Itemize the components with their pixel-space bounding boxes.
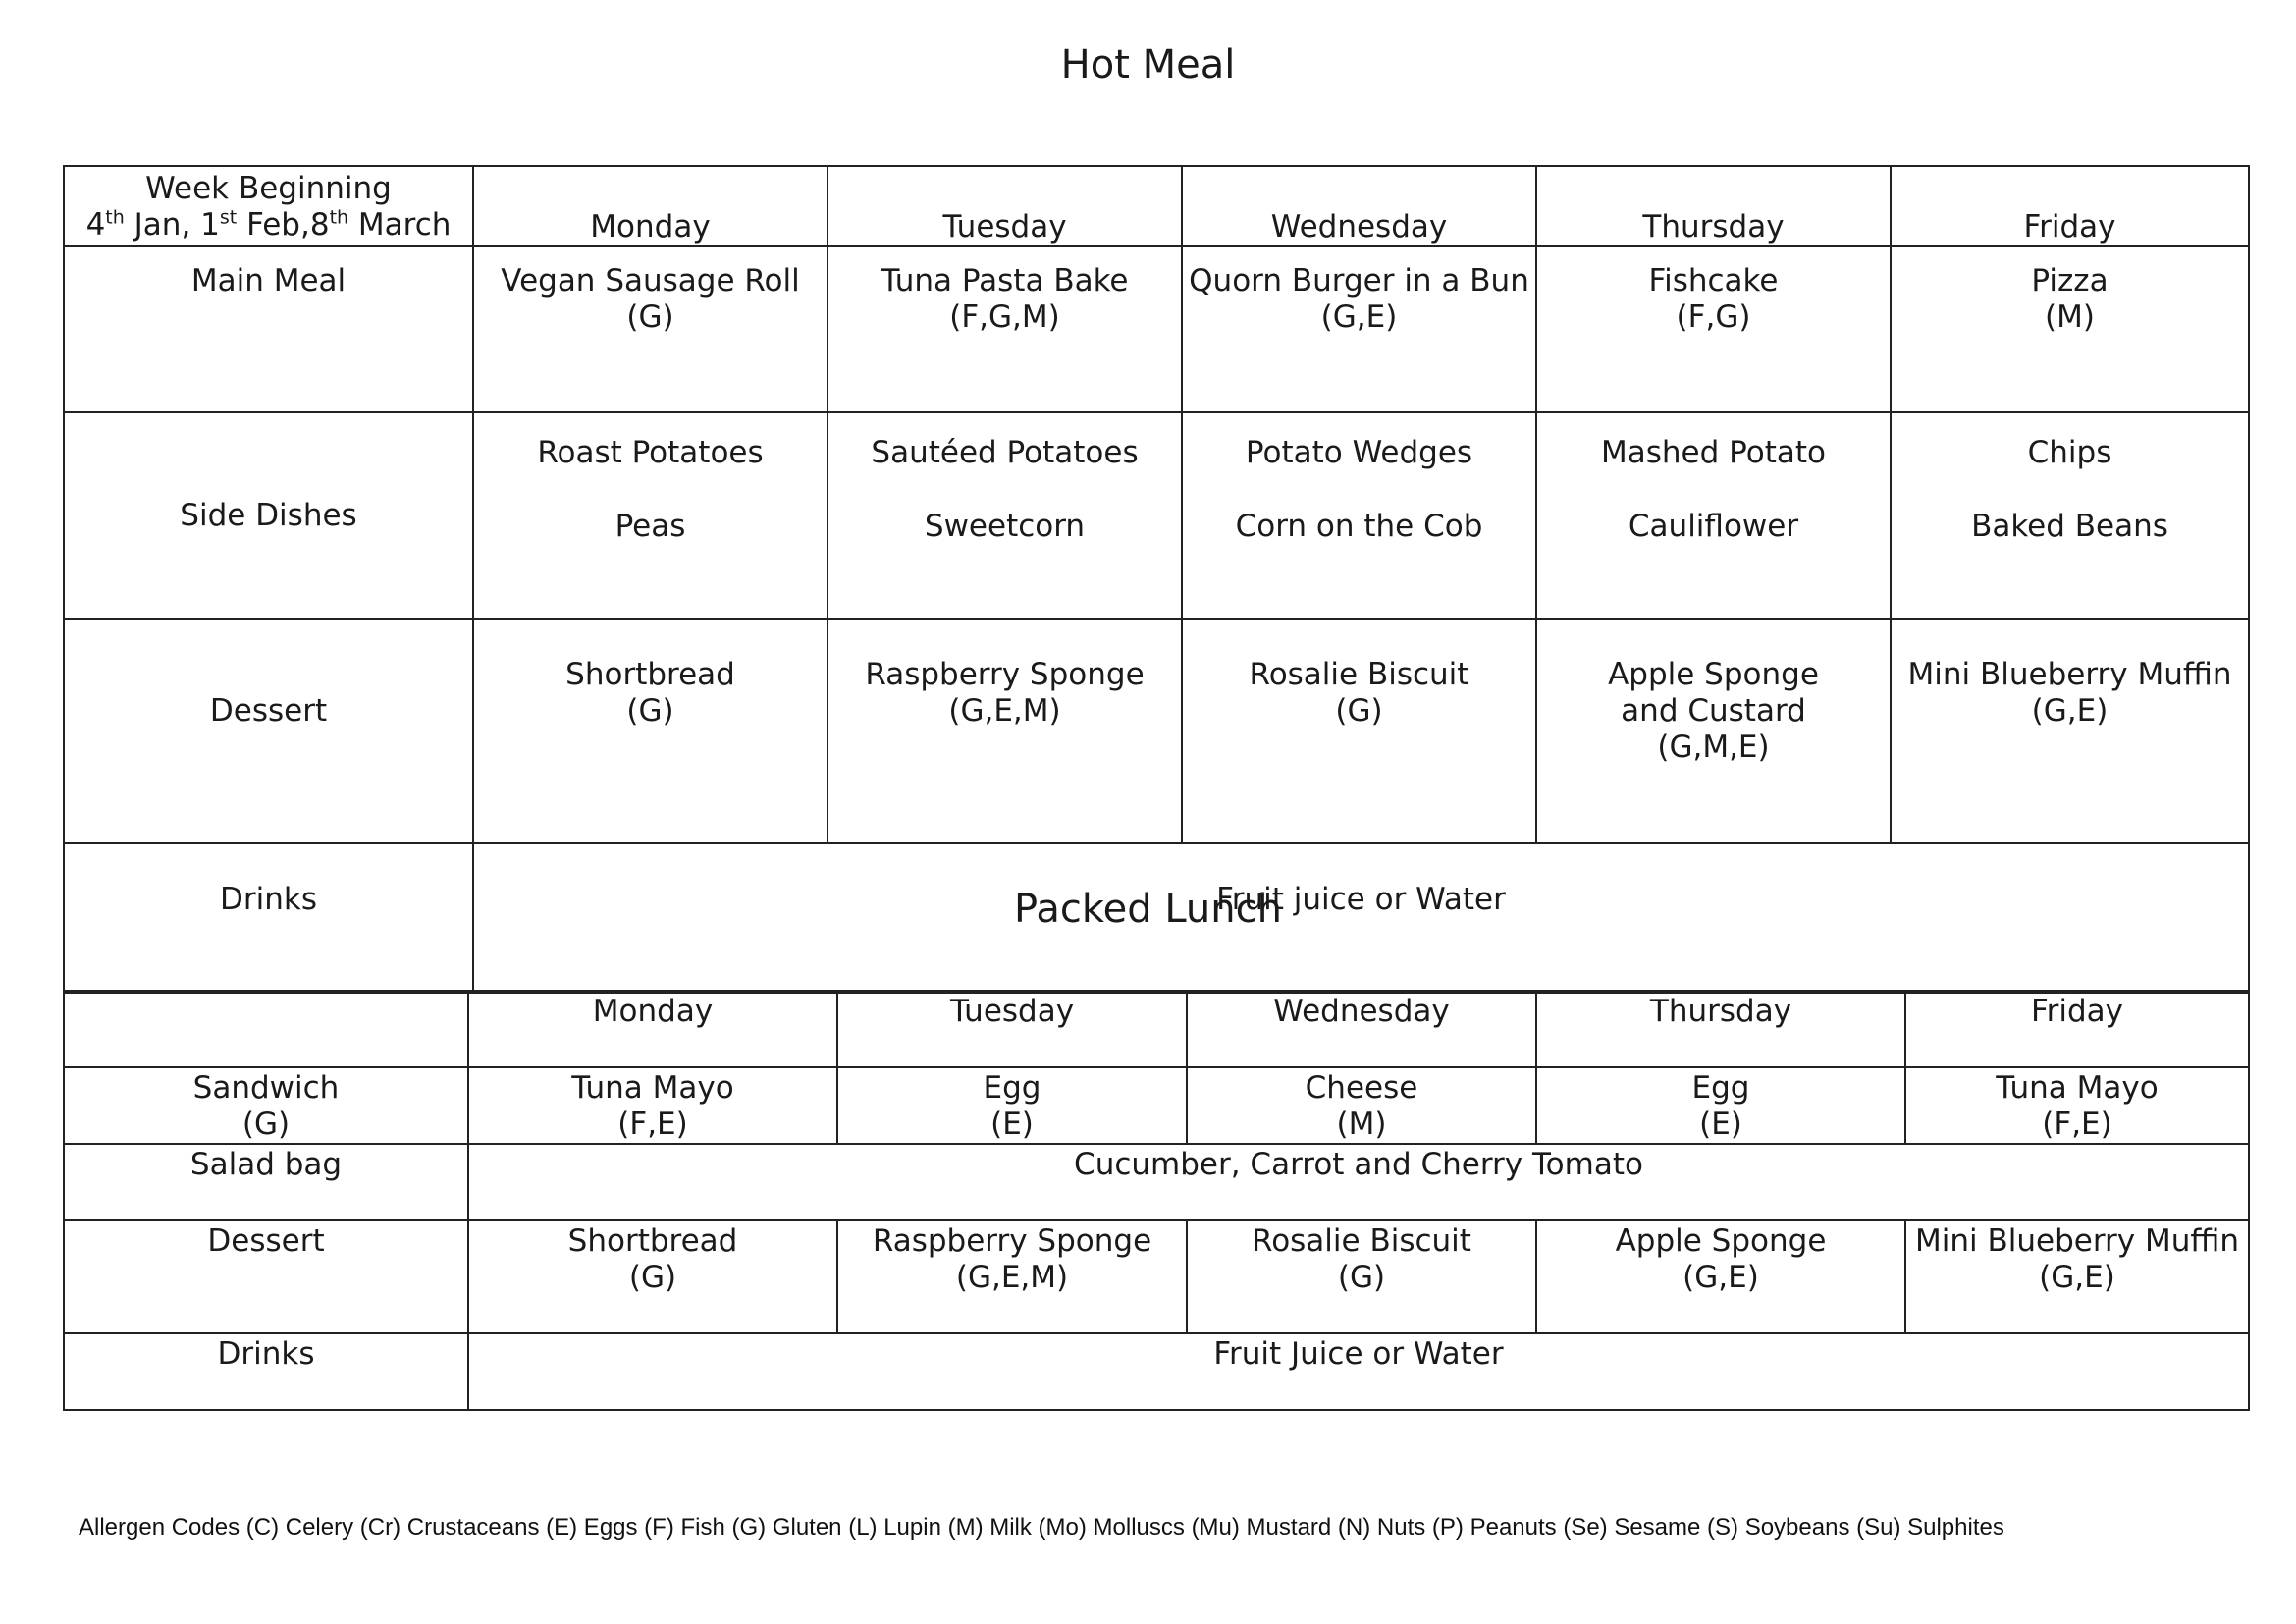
dessert-cell: Mini Blueberry Muffin (G,E) xyxy=(1905,1220,2249,1333)
side-dish-cell: Sautéed Potatoes Sweetcorn xyxy=(828,412,1182,619)
week-beginning-dates: 4th Jan, 1st Feb,8th March xyxy=(85,206,452,243)
empty-corner-cell xyxy=(64,991,468,1067)
sandwich-cell: Cheese (M) xyxy=(1187,1067,1536,1144)
day-header-tuesday: Tuesday xyxy=(828,166,1182,246)
side-dish-cell: Chips Baked Beans xyxy=(1891,412,2249,619)
day-header-tuesday: Tuesday xyxy=(837,991,1187,1067)
day-header-wednesday: Wednesday xyxy=(1182,166,1536,246)
row-label-main-meal: Main Meal xyxy=(64,246,473,412)
packed-header-row xyxy=(64,991,2249,1067)
day-header-thursday: Thursday xyxy=(1536,991,1905,1067)
drinks-cell: Fruit juice or Water xyxy=(473,843,2249,993)
side-dishes-row xyxy=(64,412,2249,619)
drinks-cell: Fruit Juice or Water xyxy=(468,1333,2249,1410)
allergen-codes-legend: Allergen Codes (C) Celery (Cr) Crustaceans (E) Eggs (F) Fish (G) Gluten (L) Lupin (M) Milk (Mo) Molluscs (Mu) Mustard (N) Nuts (P) Peanuts (Se) Sesame (S) Soybeans (Su) Sulphites xyxy=(79,1514,2004,1541)
packed-drinks-row xyxy=(64,1333,2249,1410)
row-label-drinks: Drinks xyxy=(64,1333,468,1410)
hot-meal-table xyxy=(63,165,2250,994)
dessert-cell: Apple Sponge (G,E) xyxy=(1536,1220,1905,1333)
row-label-sandwich: Sandwich (G) xyxy=(64,1067,468,1144)
main-meal-cell: Vegan Sausage Roll (G) xyxy=(473,246,828,412)
dessert-cell: Rosalie Biscuit (G) xyxy=(1187,1220,1536,1333)
day-header-friday: Friday xyxy=(1905,991,2249,1067)
day-header-monday: Monday xyxy=(473,166,828,246)
row-label-drinks: Drinks xyxy=(64,843,473,993)
side-dish-cell: Roast Potatoes Peas xyxy=(473,412,828,619)
week-beginning-label: Week Beginning xyxy=(145,171,392,206)
row-label-dessert: Dessert xyxy=(64,619,473,843)
week-beginning-cell xyxy=(64,166,473,246)
main-meal-cell: Fishcake (F,G) xyxy=(1536,246,1891,412)
packed-lunch-title: Packed Lunch xyxy=(1014,887,1282,932)
sandwich-cell: Egg (E) xyxy=(837,1067,1187,1144)
main-meal-row xyxy=(64,246,2249,412)
salad-bag-row xyxy=(64,1144,2249,1220)
dessert-cell: Shortbread (G) xyxy=(468,1220,837,1333)
side-dish-cell: Mashed Potato Cauliflower xyxy=(1536,412,1891,619)
day-header-thursday: Thursday xyxy=(1536,166,1891,246)
sandwich-row xyxy=(64,1067,2249,1144)
sandwich-cell: Egg (E) xyxy=(1536,1067,1905,1144)
day-header-friday: Friday xyxy=(1891,166,2249,246)
main-meal-cell: Tuna Pasta Bake (F,G,M) xyxy=(828,246,1182,412)
main-meal-cell: Quorn Burger in a Bun (G,E) xyxy=(1182,246,1536,412)
main-meal-cell: Pizza (M) xyxy=(1891,246,2249,412)
dessert-cell: Shortbread (G) xyxy=(473,619,828,843)
sandwich-cell: Tuna Mayo (F,E) xyxy=(1905,1067,2249,1144)
dessert-cell: Rosalie Biscuit (G) xyxy=(1182,619,1536,843)
sandwich-cell: Tuna Mayo (F,E) xyxy=(468,1067,837,1144)
dessert-cell: Raspberry Sponge (G,E,M) xyxy=(837,1220,1187,1333)
day-header-monday: Monday xyxy=(468,991,837,1067)
hot-header-row xyxy=(64,166,2249,246)
row-label-side-dishes: Side Dishes xyxy=(64,412,473,619)
side-dish-cell: Potato Wedges Corn on the Cob xyxy=(1182,412,1536,619)
row-label-dessert: Dessert xyxy=(64,1220,468,1333)
dessert-cell: Apple Sponge and Custard (G,M,E) xyxy=(1536,619,1891,843)
day-header-wednesday: Wednesday xyxy=(1187,991,1536,1067)
dessert-cell: Mini Blueberry Muffin (G,E) xyxy=(1891,619,2249,843)
row-label-salad-bag: Salad bag xyxy=(64,1144,468,1220)
packed-dessert-row xyxy=(64,1220,2249,1333)
packed-lunch-table xyxy=(63,990,2250,1411)
hot-meal-title: Hot Meal xyxy=(1060,42,1236,87)
dessert-cell: Raspberry Sponge (G,E,M) xyxy=(828,619,1182,843)
hot-dessert-row xyxy=(64,619,2249,843)
salad-bag-cell: Cucumber, Carrot and Cherry Tomato xyxy=(468,1144,2249,1220)
